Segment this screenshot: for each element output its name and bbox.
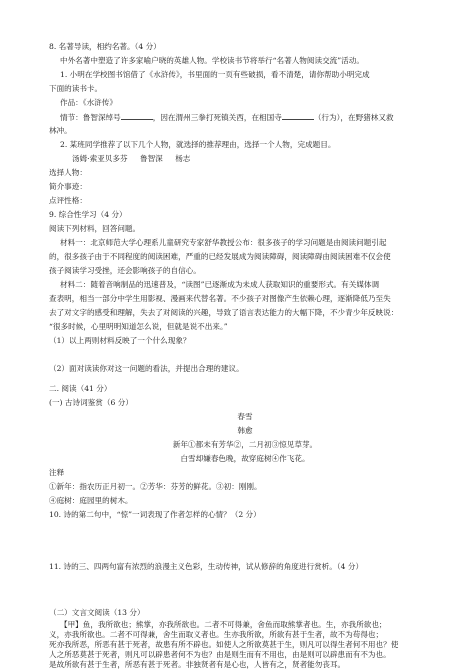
q9-m1-line2: 的，很多孩子由于不同程度的阅读困难，严重的已经发展成为阅读障碍，阅读障碍由阅读困难不仅会使 (49, 252, 391, 261)
char-1: 汤姆·索亚贝多芬 (72, 154, 128, 163)
poem-title: 春雪 (237, 412, 253, 421)
poem-line-1: 新年①都未有芳华②，二月初③惊见草芽。 (172, 440, 318, 449)
classical-line-3: 死亦我所恶，所恶有甚于死者，故患有所不辟也。如使人之所欲莫甚于生，则凡可以得生者何不用也？使 (49, 640, 399, 649)
section-2-heading: 二. 阅读（41 分） (49, 384, 112, 393)
note-2: ④庭树：庭园里的树木。 (49, 496, 133, 505)
q8-plot-b: ，因在渭州三拳打死镇关西，在相国寺 (152, 113, 282, 122)
q8-task1: 1. 小明在学校图书馆借了《水浒传》，书里面的一页有些破损，看不清楚，请你帮助小明完成 (60, 70, 370, 79)
poem-line-2: 白雪却嫌春色晚，故穿庭树④作飞花。 (180, 454, 310, 463)
q11: 11. 诗的三、四两句富有浓烈的浪漫主义色彩，生动传神，试从修辞的角度进行赏析。（4 分） (49, 562, 364, 571)
q10: 10. 诗的第二句中，“惊”一词表现了作者怎样的心情？（2 分） (49, 510, 261, 519)
q8-select: 选择人物： (49, 168, 87, 177)
q8-plot-c: （行为），在野猪林又救 (313, 113, 394, 122)
classical-line-2: 义，亦我所欲也。二者不可得兼，舍生而取义者也。生亦我所欲，所欲有甚于生者，故不为苟得也； (49, 630, 384, 639)
q8-characters (72, 154, 464, 164)
q8-task1-cont: 下面的读书卡。 (49, 84, 103, 93)
classical-line-5: 是故所欲有甚于生者，所恶有甚于死者。非独贤者有是心也，人皆有之，贤者能勿丧耳。 (49, 660, 346, 669)
notes-heading: 注释 (49, 468, 65, 477)
q8-intro: 中外名著中塑造了许多家喻户晓的英雄人物。学校读书节将举行“名著人物阅读交流”活动。 (60, 56, 364, 65)
q8-plot-cont: 林冲。 (49, 126, 72, 135)
note-1: ①新年：指农历正月初一。②芳华：芬芳的鲜花。③初：刚刚。 (49, 482, 262, 491)
q9-question-2: （2）面对读读你对这一问题的看法，并提出合理的建议。 (49, 364, 244, 373)
q8-intro-line: 简介事迹： (49, 182, 87, 191)
poem-author: 韩愈 (237, 426, 253, 435)
q8-plot-a: 情节：鲁智深绰号 (60, 113, 121, 122)
classical-heading: （二）文言文阅读（13 分） (49, 608, 145, 617)
q9-m2-line2: 查表明，相当一部分中学生用影视、漫画来代替名著。不少孩子对图像产生依赖心理，逐渐降低乃至失 (49, 294, 391, 303)
blank-action[interactable] (282, 112, 314, 120)
blank-nickname[interactable] (121, 112, 153, 120)
q8-task2: 2. 某班同学推荐了以下几个人物，就选择的推荐理由，选择一个人物，完成题目。 (60, 140, 336, 149)
q9-m2-line1: 材料二：随着音响制品的迅速普及，“读图”已逐渐成为未成人获取知识的重要形式。有关媒体调 (60, 280, 380, 289)
q9-sub: 阅读下列材料，回答问题。 (49, 224, 141, 233)
q9-m1-line3: 孩子阅读学习受挫，还会影响孩子的自信心。 (49, 266, 201, 275)
q8-plot (60, 112, 441, 123)
q8-title: 8. 名著导读，相约名著。（4 分） (49, 42, 161, 51)
classical-line-1: 【甲】鱼，我所欲也；熊掌，亦我所欲也。二者不可得兼，舍鱼而取熊掌者也。生，亦我所欲也； (60, 620, 387, 629)
q8-eval-line: 点评性格： (49, 196, 87, 205)
q9-m1-line1: 材料一：北京师范大学心理系儿童研究专家舒华教授公布：很多孩子的学习问题是由阅读问题引起 (60, 238, 387, 247)
q9-question-1: （1）以上两则材料反映了一个什么现象？ (49, 336, 191, 345)
q8-work: 作品：《水浒传》 (60, 98, 117, 107)
char-3: 杨志 (175, 154, 191, 163)
char-2: 鲁智深 (140, 154, 163, 163)
classical-line-4: 人之所恶莫甚于死者，则凡可以辟患者何不为也？由是则生而有不用也，由是则可以辟患而有不为也。 (49, 650, 391, 659)
q9-m2-line4: “很多时候，心里明明知道怎么说，但就是说不出来。” (49, 322, 228, 331)
q9-m2-line3: 去了对文字的感受和理解，失去了对阅读的兴趣，导致了语言表达能力的大幅下降，不少青少年反映说： (49, 308, 399, 317)
q9-title: 9. 综合性学习（4 分） (49, 210, 127, 219)
poetry-subheading: (一) 古诗词鉴赏（6 分） (49, 398, 133, 407)
